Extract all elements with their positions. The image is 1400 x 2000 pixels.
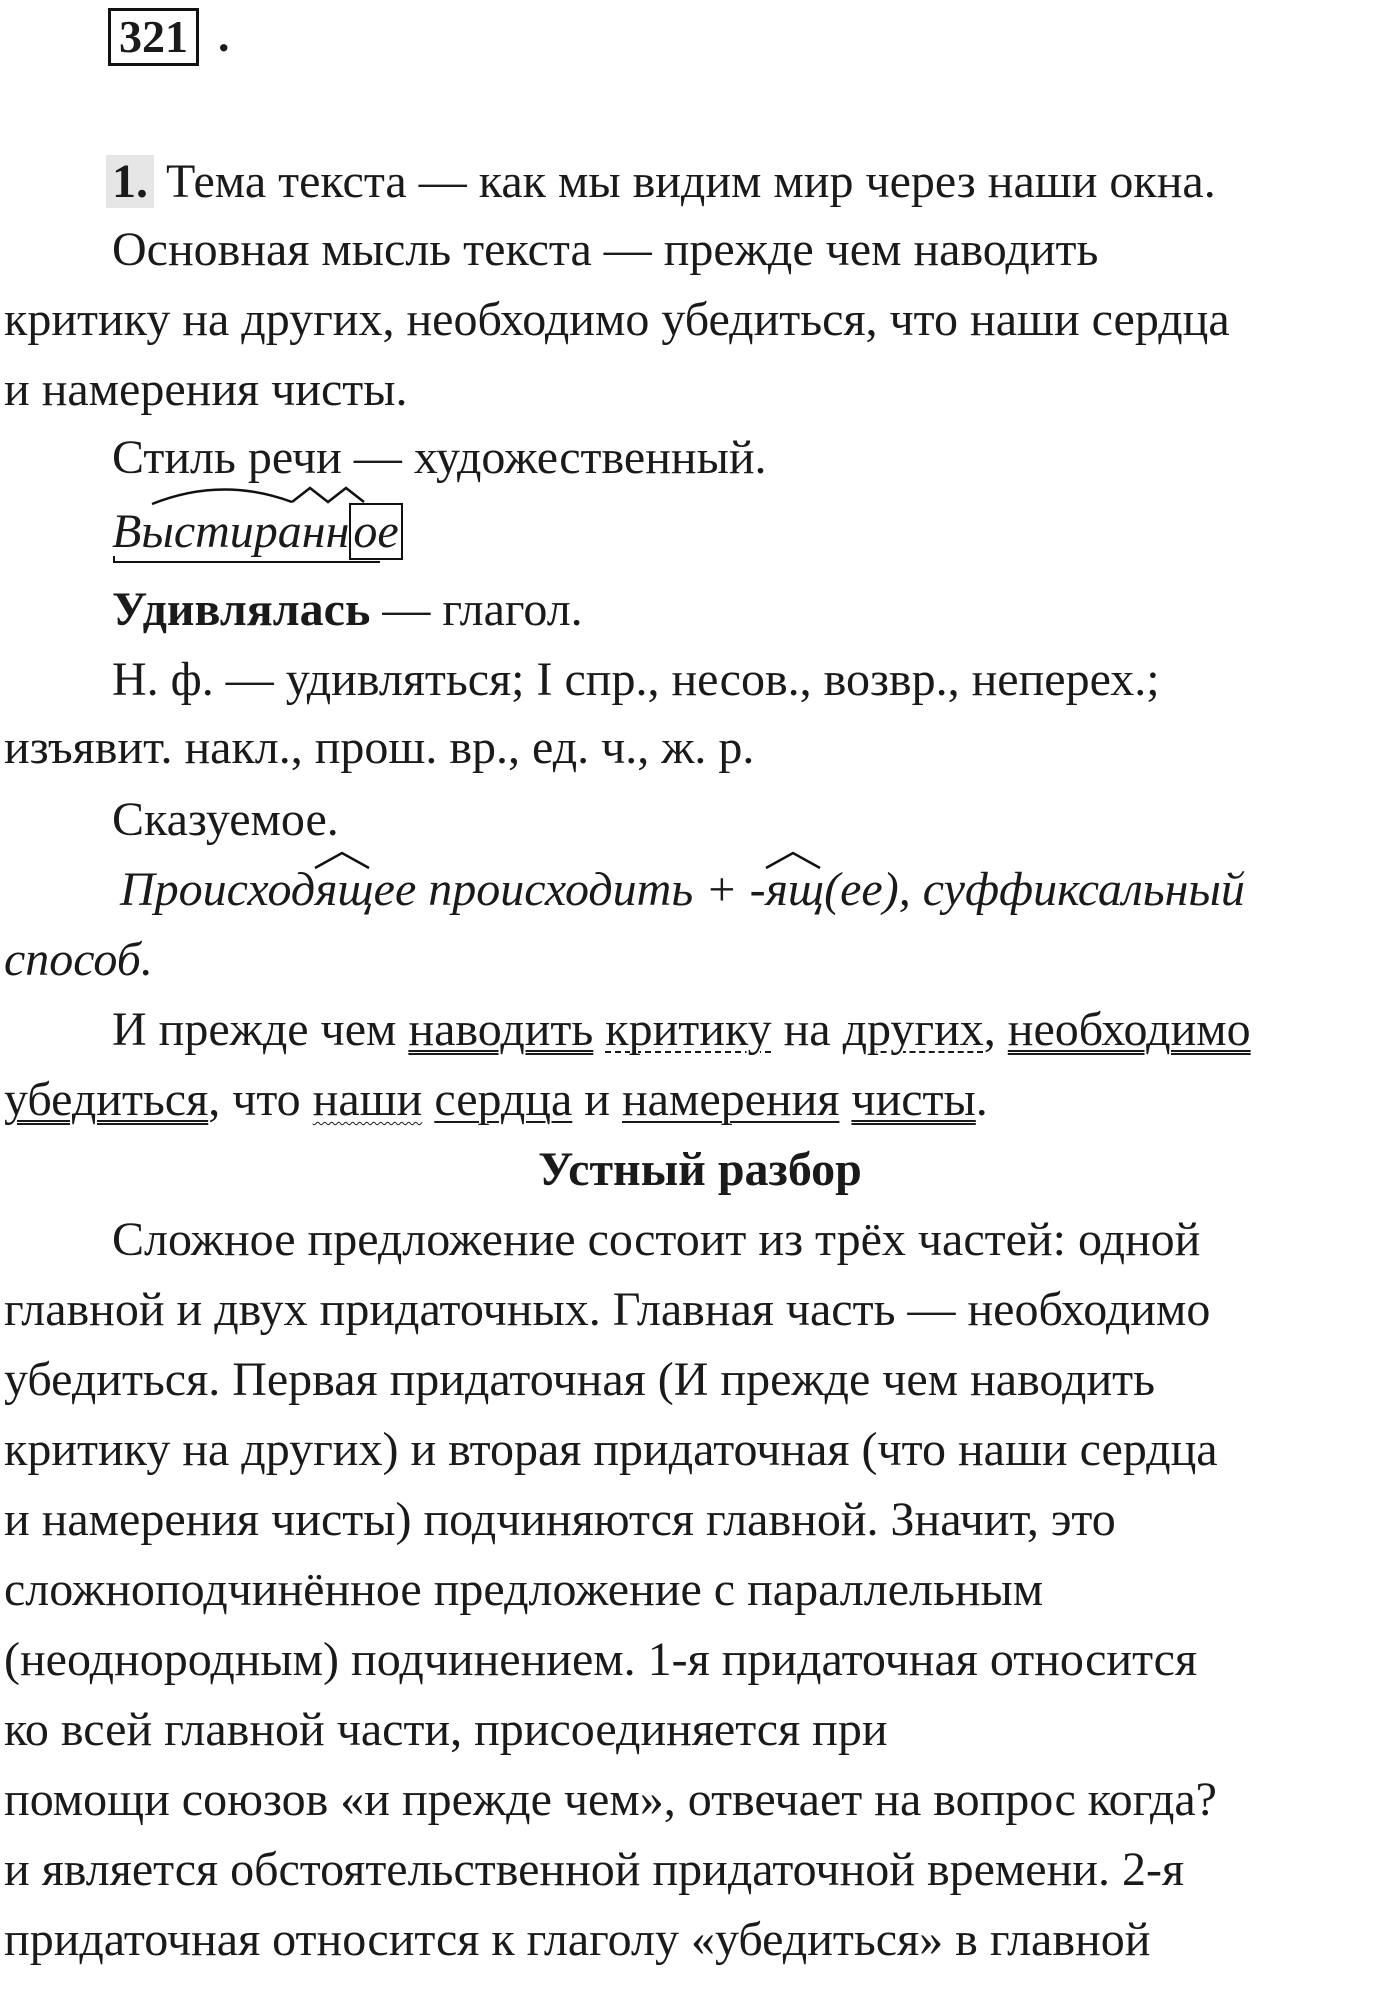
paragraph-theme bbox=[112, 152, 1216, 212]
speech-style: Стиль речи — художественный. bbox=[112, 431, 767, 484]
word-ending: ое bbox=[349, 503, 402, 560]
oral-line-4: критику на других) и вторая придаточная (что наши сердца bbox=[4, 1423, 1218, 1476]
morph-line-1: Н. ф. — удивляться; I спр., несов., возвр., неперех.; bbox=[112, 653, 1160, 706]
object-drugikh: других bbox=[842, 1003, 984, 1056]
oral-line-3: убедиться. Первая придаточная (И прежде чем наводить bbox=[4, 1353, 1156, 1406]
task-number-dot: . bbox=[218, 10, 230, 61]
word-stem: Выстиран bbox=[112, 505, 326, 558]
suffix-label: ящ bbox=[766, 860, 825, 920]
derived-word-suffix: ящ bbox=[315, 860, 374, 920]
verb-word: Удивлялась bbox=[112, 583, 371, 636]
oral-line-8: ко всей главной части, присоединяется при bbox=[4, 1703, 888, 1756]
oral-line-5: и намерения чисты) подчиняются главной. Значит, это bbox=[4, 1493, 1116, 1546]
root-arc-mark bbox=[112, 480, 442, 510]
theme-text: Тема текста — как мы видим мир через наши окна. bbox=[166, 155, 1216, 208]
oral-line-11: придаточная относится к глаголу «убедиться» в главной bbox=[4, 1913, 1151, 1966]
attribute-nashi: наши bbox=[312, 1073, 423, 1126]
oral-line-6: сложноподчинённое предложение с параллельным bbox=[4, 1563, 1044, 1616]
stem-bracket-mark bbox=[112, 554, 442, 566]
derivation-line-2: способ. bbox=[4, 933, 153, 986]
word-root-with-suffix bbox=[112, 502, 403, 562]
syntactic-role: Сказуемое. bbox=[112, 793, 339, 846]
suffix-arc-mark-2 bbox=[764, 850, 822, 872]
parsed-sentence-line-2: убедиться, что наши сердца и намерения чисты. bbox=[4, 1073, 988, 1126]
predicate-naводить: наводить bbox=[408, 1003, 594, 1056]
word-morpheme-analysis bbox=[112, 502, 403, 562]
oral-line-2: главной и двух придаточных. Главная часть — необходимо bbox=[4, 1283, 1211, 1336]
derivation-method: (ее), суффиксальный bbox=[824, 863, 1245, 916]
derived-word-rest: ее происходить + - bbox=[373, 863, 766, 916]
predicate-ubeditsya: убедиться bbox=[4, 1073, 209, 1126]
derived-word-base: Происход bbox=[120, 863, 316, 916]
verb-line bbox=[112, 580, 583, 640]
suffix-arc-mark-1 bbox=[313, 850, 371, 872]
object-kritiku: критику bbox=[605, 1003, 772, 1056]
item-number: 1. bbox=[106, 155, 154, 208]
morph-line-2: изъявит. накл., прош. вр., ед. ч., ж. р. bbox=[4, 721, 755, 774]
oral-analysis-heading: Устный разбор bbox=[538, 1143, 862, 1196]
predicate-chisty: чисты bbox=[851, 1073, 976, 1126]
oral-line-10: и является обстоятельственной придаточной времени. 2-я bbox=[4, 1843, 1185, 1896]
word-suffix: н bbox=[325, 505, 350, 558]
oral-line-7: (неоднородным) подчинением. 1-я придаточная относится bbox=[4, 1633, 1198, 1686]
predicate-neobkhodimo: необходимо bbox=[1007, 1003, 1251, 1056]
derivation-line-1 bbox=[120, 860, 1245, 920]
subject-namereniya: намерения bbox=[621, 1073, 840, 1126]
main-idea-line-1: Основная мысль текста — прежде чем наводить bbox=[112, 223, 1099, 276]
main-idea-line-2: критику на других, необходимо убедиться, что наши сердца bbox=[4, 293, 1230, 346]
oral-line-9: помощи союзов «и прежде чем», отвечает на вопрос когда? bbox=[4, 1773, 1217, 1826]
task-number: 321 bbox=[108, 8, 199, 66]
main-idea-line-3: и намерения чисты. bbox=[4, 363, 408, 416]
subject-serdtsa: сердца bbox=[434, 1073, 573, 1126]
verb-part-of-speech: — глагол. bbox=[370, 583, 583, 636]
oral-line-1: Сложное предложение состоит из трёх частей: одной bbox=[112, 1213, 1201, 1266]
parsed-sentence-line-1: И прежде чем наводить критику на других, необходимо bbox=[112, 1003, 1251, 1056]
